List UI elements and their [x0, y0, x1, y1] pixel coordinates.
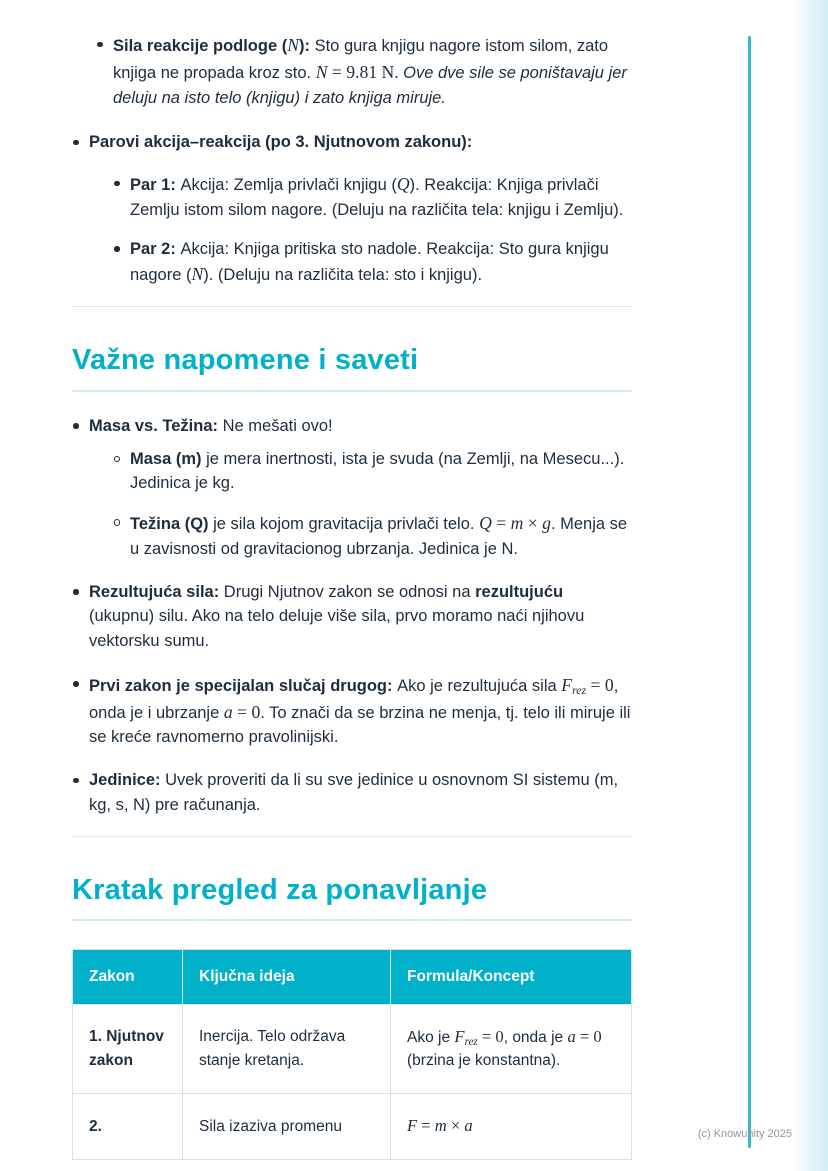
text-segment: = 9.81 N. [327, 61, 404, 82]
text-segment: Akcija: Knjiga pritiska sto nadole. Reakcija: Sto gura knjigu nagore ( [130, 239, 609, 285]
text-segment: je mera inertnosti, ista je svuda (na Zemlji, na Mesecu...). Jedinica je kg. [130, 449, 625, 493]
divider [72, 306, 632, 307]
text-segment: Ne mešati ovo! [222, 416, 333, 435]
list-item [113, 510, 632, 562]
text-segment: N [191, 264, 204, 285]
text-segment: Sto gura knjigu nagore istom silom, zato knjiga ne propada kroz sto. [113, 37, 609, 82]
table-cell [183, 1004, 391, 1093]
text-segment: Sila reakcije podloge ( [113, 37, 288, 55]
text-segment: Uvek proveriti da li su sve jedinice u osnovnom SI sistemu (m, kg, s, N) pre računanja. [89, 771, 619, 814]
text-segment: (brzina je konstantna). [407, 1052, 561, 1070]
text-segment: F [561, 674, 573, 695]
list-item [72, 130, 632, 288]
text-segment: = 0 [575, 1026, 602, 1046]
text-segment: = [491, 513, 511, 534]
text-segment: Masa vs. Težina: [89, 416, 223, 435]
list-item [72, 580, 632, 654]
text-segment: Akcija: Zemlja privlači knjigu ( [180, 176, 397, 194]
paragraph [89, 672, 632, 750]
text-segment: (ukupnu) silu. Ako na telo deluje više sila, prvo moramo naći njihovu vektorsku sumu. [89, 607, 585, 651]
bullet-list [72, 130, 632, 288]
bullet-list [113, 447, 632, 562]
bullet-list [72, 414, 632, 818]
text-segment: , onda je [503, 1028, 568, 1046]
paragraph [130, 447, 632, 497]
table-header-row [73, 950, 632, 1004]
list-item [113, 447, 632, 497]
paragraph [130, 237, 632, 289]
text-segment: Q [396, 174, 410, 194]
table-header-cell: Zakon [73, 950, 183, 1004]
text-segment: Sila izaziva promenu [199, 1117, 343, 1135]
text-segment: ). (Deluju na različita tela: sto i knjigu). [203, 266, 483, 285]
text-segment: a [223, 701, 233, 722]
text-segment: Ove dve sile se poništavaju jer deluju na isto telo (knjigu) i zato knjiga miruje. [113, 63, 627, 107]
divider [72, 836, 632, 837]
text-segment: m [510, 513, 524, 534]
bullet-list [113, 171, 632, 288]
text-segment: . Menja se u zavisnosti od gravitacionog ubrzanja. Jedinica je N. [130, 515, 628, 558]
paragraph [89, 580, 632, 654]
text-segment: Inercija. Telo održava stanje kretanja. [199, 1028, 346, 1069]
text-segment: g [542, 513, 551, 534]
text-segment: Jedinice: [89, 771, 166, 790]
list-item [113, 171, 632, 223]
text-segment: N [315, 61, 328, 82]
text-segment: je sila kojom gravitacija privlači telo. [213, 515, 480, 534]
text-segment: = [417, 1115, 435, 1135]
text-segment: N [287, 35, 300, 55]
text-segment: rezultujuću [475, 582, 564, 601]
text-segment: rez [572, 682, 587, 697]
text-segment: Rezultujuća sila: [89, 582, 224, 601]
paragraph [89, 130, 632, 155]
text-segment: Ako je [407, 1028, 455, 1046]
text-segment: F [407, 1115, 418, 1135]
document-content [72, 0, 632, 1160]
text-segment: . To znači da se brzina ne menja, tj. telo ili miruje ili se kreće ravnomerno pravolinijski. [89, 703, 631, 747]
text-segment: Drugi Njutnov zakon se odnosi na [223, 582, 476, 601]
text-segment: = 0 [232, 701, 261, 722]
table-header-cell: Ključna ideja [183, 950, 391, 1004]
text-segment: Prvi zakon je specijalan slučaj drugog: [89, 676, 398, 695]
text-segment: Masa (m) [130, 449, 207, 468]
section-heading-summary: Kratak pregled za ponavljanje [72, 873, 632, 922]
table-cell [391, 1004, 632, 1093]
text-segment: ). Reakcija: Knjiga privlači Zemlju istom silom nagore. (Deluju na različita tela: knjigu i Zemlju). [130, 176, 624, 219]
section-heading-notes: Važne napomene i saveti [72, 343, 632, 392]
text-segment: × [523, 513, 543, 534]
text-segment: 2. [89, 1117, 102, 1135]
text-segment: , onda je i ubrzanje [89, 676, 619, 722]
paragraph [130, 510, 632, 562]
text-segment: = 0 [586, 674, 614, 695]
text-segment: Ako je rezultujuća sila [397, 676, 562, 695]
summary-table [72, 949, 632, 1159]
text-segment: Težina (Q) [130, 515, 214, 534]
text-segment: m [434, 1115, 447, 1135]
bullet-list [96, 32, 632, 110]
table-cell [73, 1093, 183, 1159]
text-segment: Q [479, 513, 492, 534]
text-segment: 1. Njutnov zakon [89, 1028, 164, 1069]
copyright-note: (c) Knowunity 2025 [697, 1128, 792, 1140]
list-item [72, 672, 632, 750]
page-edge-gradient [792, 0, 828, 1171]
list-item [72, 768, 632, 818]
table-row [73, 1004, 632, 1093]
right-accent-line [748, 36, 751, 1148]
paragraph [130, 171, 632, 223]
text-segment: × [446, 1115, 465, 1135]
text-segment: rez [464, 1035, 478, 1048]
table-cell [183, 1093, 391, 1159]
table-cell [73, 1004, 183, 1093]
list-item [96, 32, 632, 110]
table-row [73, 1093, 632, 1159]
paragraph [89, 414, 632, 439]
text-segment: Par 1: [130, 176, 181, 194]
text-segment: a [464, 1115, 473, 1135]
text-segment: Parovi akcija–reakcija (po 3. Njutnovom zakonu): [89, 133, 473, 152]
text-segment: = 0 [477, 1026, 504, 1046]
text-segment: ): [299, 37, 315, 55]
list-item [72, 414, 632, 562]
list-item [113, 237, 632, 289]
text-segment: F [454, 1026, 465, 1046]
table-cell [391, 1093, 632, 1159]
text-segment: Par 2: [130, 239, 181, 258]
paragraph [89, 768, 632, 818]
table-header-cell: Formula/Koncept [391, 950, 632, 1004]
paragraph [113, 32, 632, 110]
text-segment: a [567, 1026, 576, 1046]
